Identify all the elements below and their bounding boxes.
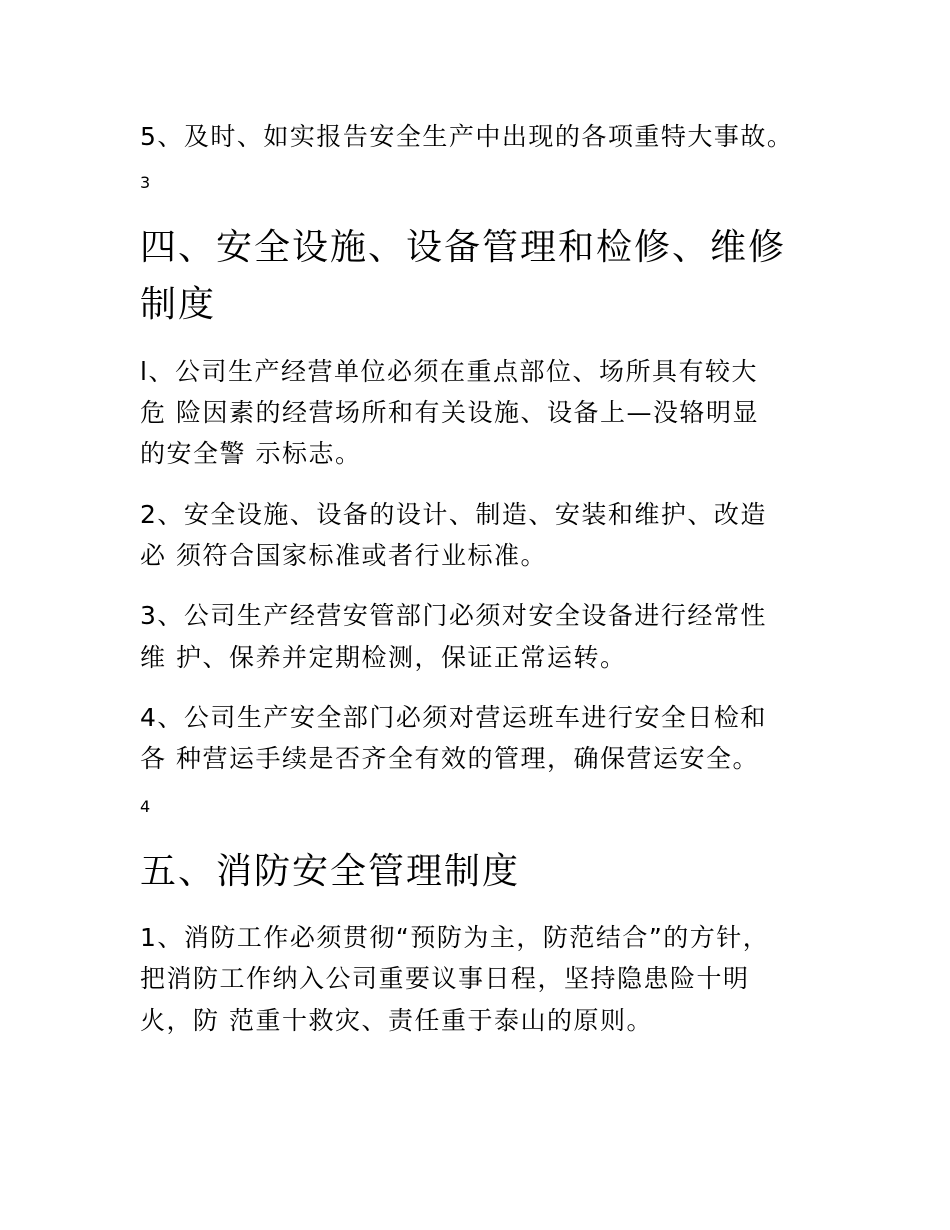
section-4-item-1-line3: 的安全警 示标志。 xyxy=(140,439,362,468)
section-5-item-1-line1: 1、消防工作必须贯彻“预防为主，防范结合”的方针， xyxy=(140,923,770,952)
section-4-item-3-line1: 3、公司生产经营安管部门必须对安全设备进行经常性 xyxy=(140,601,767,630)
section-4-item-4-line2: 各 种营运手续是否齐全有效的管理，确保营运安全。 xyxy=(140,744,759,773)
section-4-item-1-line1: l、公司生产经营单位必须在重点部位、场所具有较大 xyxy=(140,357,758,386)
section-4-title-line2: 制度 xyxy=(140,284,217,325)
section-5-item-1-line3: 火，防 范重十救灾、责任重于泰山的原则。 xyxy=(140,1006,653,1035)
section-4-item-3-line2: 维 护、保养并定期检测，保证正常运转。 xyxy=(140,643,627,672)
section-4-item-4-line1: 4、公司生产安全部门必须对营运班车进行安全日检和 xyxy=(140,703,767,732)
item-5-accident-report: 5、及时、如实报告安全生产中出现的各项重特大事故。 xyxy=(140,122,794,151)
page-number: 3 xyxy=(140,173,151,192)
section-4-item-2-line2: 必 须符合国家标准或者行业标准。 xyxy=(140,541,547,570)
page-number: 4 xyxy=(140,797,151,816)
section-5-title: 五、消防安全管理制度 xyxy=(140,851,521,892)
section-4-title-line1: 四、安全设施、设备管理和检修、维修 xyxy=(140,227,787,268)
section-5-item-1-line2: 把消防工作纳入公司重要议事日程，坚持隐患险十明 xyxy=(140,964,750,993)
section-4-item-1-line2: 危 险因素的经营场所和有关设施、设备上—没辂明显 xyxy=(140,398,759,427)
section-4-item-2-line1: 2、安全设施、设备的设计、制造、安装和维护、改造 xyxy=(140,500,767,529)
